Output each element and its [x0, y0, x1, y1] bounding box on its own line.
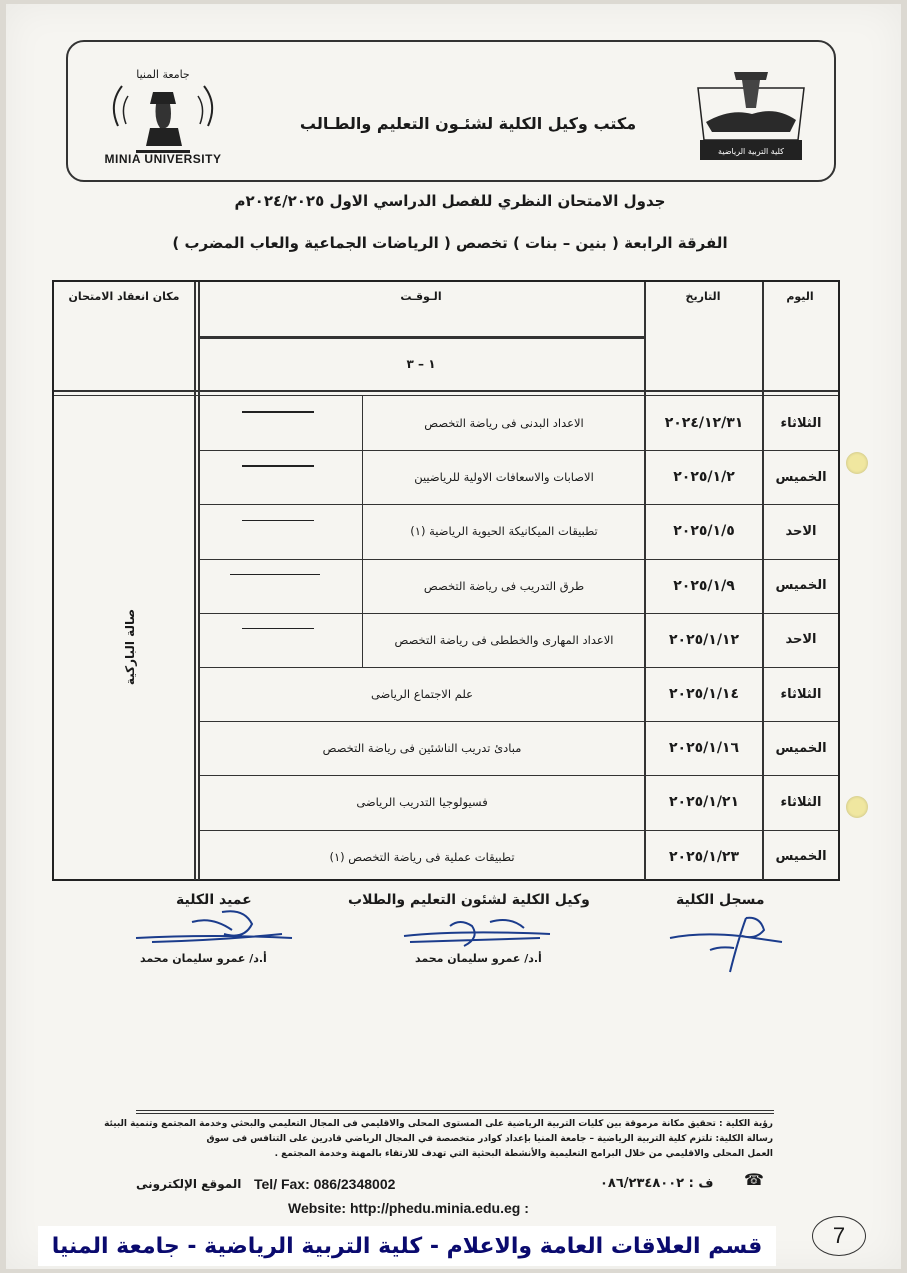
letterhead-box — [66, 40, 836, 182]
phone-arabic: ف : ٠٨٦/٢٣٤٨٠٠٢ — [600, 1176, 714, 1191]
dean-label: عميد الكلية — [176, 892, 252, 908]
time-value: ١ – ٣ — [406, 357, 436, 371]
schedule-subtitle: الفرقة الرابعة ( بنين – بنات ) تخصص ( الرياضات الجماعية والعاب المضرب ) — [172, 234, 728, 252]
empty-cell-dash — [242, 465, 314, 467]
website-url: Website: http://phedu.minia.edu.eg : — [288, 1200, 529, 1216]
subject-split-divider — [362, 559, 363, 613]
row-date: ٢٠٢٥/١/٥ — [673, 523, 735, 540]
faculty-mission-line-2: العمل المحلى والاقليمي من خلال البرامج التعليمية والأنشطة البحثية التي تهدف للارتقاء بالمهنة وخدمة المجتمع . — [274, 1149, 773, 1159]
subject-split-divider — [362, 613, 363, 667]
website-label: الموقع الإلكترونى — [136, 1177, 242, 1191]
subject-split-divider — [362, 504, 363, 558]
footer-divider — [136, 1113, 774, 1114]
faculty-mission-line-1: رسالة الكلية: تلتزم كلية التربية الرياضية – جامعة المنيا بإعداد كوادر متخصصة في المجال الرياضي قادرين على التنافس فى سوق — [206, 1134, 773, 1144]
row-day: الخميس — [775, 578, 827, 594]
header-time: الـوقـت — [400, 290, 442, 303]
faculty-logo — [690, 68, 812, 162]
page-number: 7 — [812, 1216, 866, 1256]
empty-cell-dash — [242, 520, 314, 522]
row-date: ٢٠٢٥/١/١٦ — [668, 740, 740, 757]
registrar-label: مسجل الكلية — [676, 892, 765, 908]
telephone-icon: ☎ — [744, 1170, 764, 1189]
header-venue: مكان انعقاد الامتحان — [68, 290, 180, 303]
row-day: الثلاثاء — [780, 686, 822, 702]
dean-name: أ.د/ عمرو سليمان محمد — [140, 952, 267, 965]
header-bottom-line — [54, 390, 838, 392]
punch-hole — [846, 452, 868, 474]
empty-cell-dash — [242, 628, 314, 630]
row-subject: الاعداد المهارى والخططى فى رياضة التخصص — [394, 632, 614, 647]
row-subject: علم الاجتماع الرياضى — [370, 687, 474, 702]
row-subject: تطبيقات عملية فى رياضة التخصص (١) — [329, 849, 515, 864]
header-day: اليوم — [786, 290, 814, 303]
row-day: الخميس — [775, 849, 827, 865]
public-relations-banner: قسم العلاقات العامة والاعلام - كلية التربية الرياضية - جامعة المنيا — [38, 1226, 776, 1266]
row-date: ٢٠٢٥/١/٢ — [673, 469, 735, 486]
university-arabic-name: جامعة المنيا — [136, 68, 190, 81]
office-title: مكتب وكيل الكلية لشئـون التعليم والطـالب — [299, 114, 637, 133]
row-subject: الاصابات والاسعافات الاولية للرياضيين — [414, 470, 594, 485]
subject-split-divider — [362, 396, 363, 450]
row-subject: مبادئ تدريب الناشئين فى رياضة التخصص — [322, 741, 522, 756]
punch-hole — [846, 796, 868, 818]
row-day: الثلاثاء — [780, 794, 822, 810]
faculty-logo-text: كلية التربية الرياضية — [718, 146, 784, 156]
venue-value: صالة الباركية — [123, 608, 138, 686]
empty-cell-dash — [230, 574, 320, 576]
row-date: ٢٠٢٥/١/١٤ — [668, 686, 740, 703]
row-day: الاحد — [785, 523, 817, 539]
venue-column-divider — [194, 282, 196, 880]
row-subject: تطبيقات الميكانيكة الحيوية الرياضية (١) — [410, 524, 598, 539]
vice-dean-name: أ.د/ عمرو سليمان محمد — [415, 952, 542, 965]
row-date: ٢٠٢٥/١/٢١ — [668, 794, 740, 811]
row-date: ٢٠٢٥/١/٩ — [673, 577, 735, 594]
row-date: ٢٠٢٥/١/١٢ — [668, 631, 740, 648]
row-day: الثلاثاء — [780, 415, 822, 431]
row-day: الخميس — [775, 469, 827, 485]
row-subject: فسيولوجيا التدريب الرياضى — [356, 795, 488, 810]
vice-dean-label: وكيل الكلية لشئون التعليم والطلاب — [348, 892, 590, 908]
tel-fax: Tel/ Fax: 086/2348002 — [254, 1176, 396, 1192]
subject-split-divider — [362, 450, 363, 504]
row-date: ٢٠٢٤/١٢/٣١ — [664, 415, 744, 432]
header-date: التاريخ — [685, 290, 721, 303]
row-subject: الاعداد البدنى فى رياضة التخصص — [424, 416, 584, 431]
row-day: الخميس — [775, 740, 827, 756]
dean-signature-icon — [132, 904, 302, 954]
university-name: MINIA UNIVERSITY — [104, 152, 222, 166]
row-date: ٢٠٢٥/١/٢٣ — [668, 848, 740, 865]
minia-university-logo — [98, 64, 228, 174]
registrar-signature-icon — [660, 910, 790, 980]
faculty-vision: رؤية الكلية : تحقيق مكانة مرموقة بين كليات التربية الرياضية على المستوى المحلى والاقليمي فى المجال التعليمي والبحثي وخدمة المجتمع وتنمية البيئة — [104, 1119, 773, 1129]
row-day: الاحد — [785, 632, 817, 648]
row-subject: طرق التدريب فى رياضة التخصص — [423, 578, 585, 593]
empty-cell-dash — [242, 411, 314, 413]
schedule-title: جدول الامتحان النظري للفصل الدراسي الاول ٢٠٢٤/٢٠٢٥م — [234, 192, 666, 210]
footer-divider — [136, 1110, 774, 1111]
